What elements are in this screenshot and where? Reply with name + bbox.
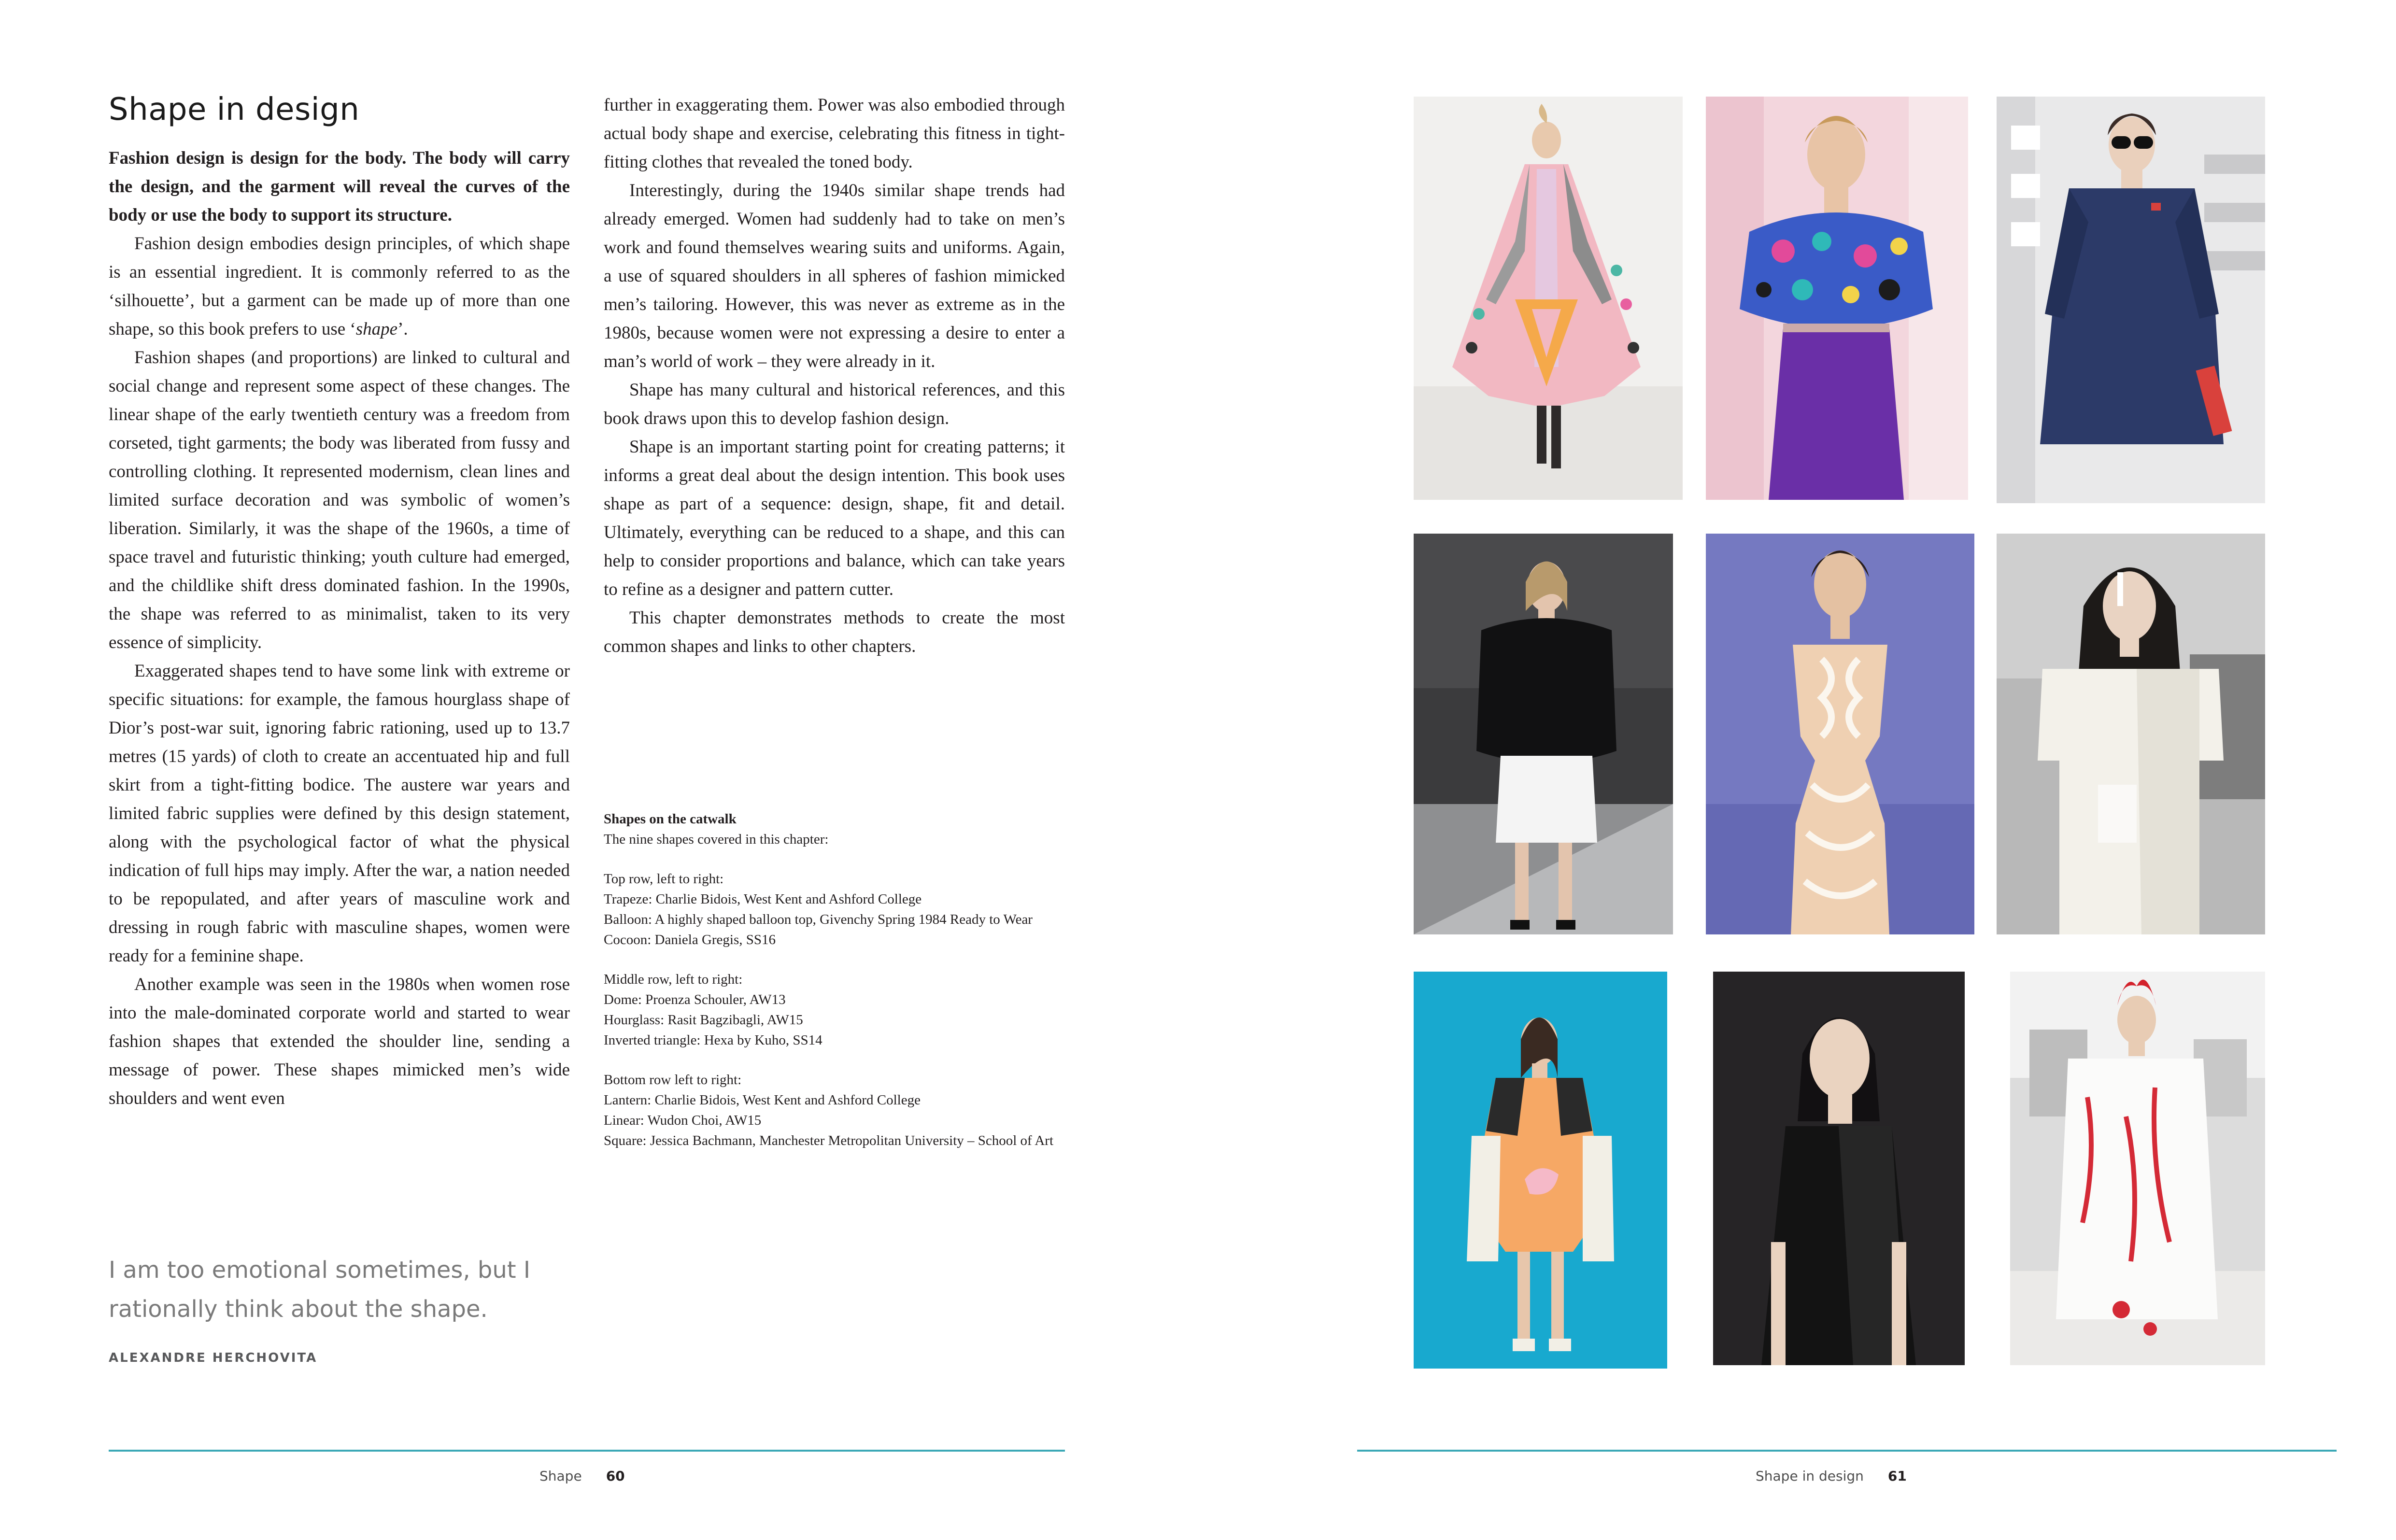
caption-item: Square: Jessica Bachmann, Manchester Metropolitan University – School of Art: [604, 1133, 1054, 1148]
footer-folio: [539, 1468, 625, 1484]
body-column-2: [604, 91, 1065, 661]
body-paragraph: Another example was seen in the 1980s when women rose into the male-dominated corporate world and started to wear fashion shapes that extended the shoulder line, sending a message of power. These shapes mimicked men’s wide shoulders and went even: [109, 975, 570, 1108]
photo-inverted-triangle: [1997, 534, 2265, 934]
pull-quote: I am too emotional sometimes, but I rationally think about the shape.: [109, 1257, 531, 1323]
photo-linear: [1713, 972, 1965, 1365]
caption-row-heading: Bottom row left to right:: [604, 1072, 742, 1088]
photo-hourglass: [1706, 534, 1974, 934]
lead-paragraph: Fashion design is design for the body. The body will carry the design, and the garment will reveal the curves of the body or use the body to support its structure.: [109, 148, 570, 225]
body-column-1: [109, 144, 570, 1113]
caption-item: Hourglass: Rasit Bagzibagli, AW15: [604, 1012, 803, 1028]
caption-item: Trapeze: Charlie Bidois, West Kent and Ashford College: [604, 891, 922, 907]
caption-item: Dome: Proenza Schouler, AW13: [604, 992, 786, 1007]
footer-folio: [1756, 1468, 1907, 1484]
body-paragraph: This chapter demonstrates methods to create the most common shapes and links to other chapters.: [604, 608, 1065, 656]
caption-item: Balloon: A highly shaped balloon top, Givenchy Spring 1984 Ready to Wear: [604, 912, 1033, 927]
body-paragraph: further in exaggerating them. Power was also embodied through actual body shape and exercise, celebrating this fitness in tight-fitting clothes that revealed the toned body.: [604, 95, 1065, 172]
body-paragraph: Exaggerated shapes tend to have some link with extreme or specific situations: for example, the famous hourglass shape of Dior’s post-war suit, ignoring fabric rationing, used up to 13.7 metres (15 yards) of cloth to create an accentuated hip and full skirt from a tight-fitting bodice. The austere war years and limited fabric supplies were defined by this design statement, along with the psychological factor of what the physical indication of full hips may imply. After the war, a nation needed to be repopulated, and after years of masculine work and dressing in rough fabric with masculine shapes, women were ready for a feminine shape.: [109, 661, 570, 966]
caption-item: Inverted triangle: Hexa by Kuho, SS14: [604, 1032, 822, 1048]
photo-balloon: [1706, 97, 1968, 500]
footer-section: Shape: [539, 1468, 582, 1484]
body-paragraph: Interestingly, during the 1940s similar shape trends had already emerged. Women had suddenly had to take on men’s work and found themselves wearing suits and uniforms. Again, a use of squared shoulders in all spheres of fashion mimicked men’s tailoring. However, this was never as extreme as in the 1980s, because women were not expressing a desire to enter a man’s world of work – they were already in it.: [604, 181, 1065, 371]
footer-rule: [109, 1450, 1065, 1452]
caption-item: Lantern: Charlie Bidois, West Kent and Ashford College: [604, 1092, 921, 1108]
caption-row-heading: Middle row, left to right:: [604, 972, 743, 987]
body-paragraph: Fashion shapes (and proportions) are linked to cultural and social change and represent some aspect of these changes. The linear shape of the early twentieth century was a freedom from corseted, tight garments; the body was liberated from fussy and controlling clothing. It represented modernism, clean lines and limited surface decoration and was symbolic of women’s liberation. Similarly, it was the shape of the 1960s, a time of space travel and futuristic thinking; youth culture had emerged, and the childlike shift dress dominated fashion. In the 1990s, the shape was referred to as minimalist, taken to its very essence of simplicity.: [109, 348, 570, 652]
photo-cocoon: [1997, 97, 2265, 503]
body-paragraph: Fashion design embodies design principles, of which shape is an essential ingredient. It is commonly referred to as the ‘silhouette’, but a garment can be made up of more than one shape, so this book prefers to use ‘shape’.: [109, 234, 570, 339]
right-page: [1198, 0, 2396, 1540]
body-paragraph: Shape is an important starting point for creating patterns; it informs a great deal about the design intention. This book uses shape as part of a sequence: design, shape, fit and detail. Ultimately, everything can be reduced to a shape, and this can help to consider proportions and balance, which can take years to refine as a designer and pattern cutter.: [604, 437, 1065, 599]
image-caption: [604, 809, 1087, 1151]
footer-rule: [1357, 1450, 2337, 1452]
caption-row-heading: Top row, left to right:: [604, 871, 724, 887]
caption-item: Cocoon: Daniela Gregis, SS16: [604, 932, 776, 947]
photo-square: [2010, 972, 2265, 1365]
quote-author: ALEXANDRE HERCHOVITA: [109, 1351, 318, 1365]
footer-section: Shape in design: [1756, 1468, 1864, 1484]
caption-subtitle: The nine shapes covered in this chapter:: [604, 832, 829, 847]
photo-dome: [1414, 534, 1673, 934]
page-heading: Shape in design: [109, 92, 360, 127]
caption-item: Linear: Wudon Choi, AW15: [604, 1113, 762, 1128]
photo-trapeze: [1414, 97, 1683, 500]
body-paragraph: Shape has many cultural and historical references, and this book draws upon this to develop fashion design.: [604, 380, 1065, 428]
page-number: 61: [1887, 1468, 1907, 1484]
page-number: 60: [606, 1468, 625, 1484]
caption-title: Shapes on the catwalk: [604, 811, 737, 827]
photo-lantern: [1414, 972, 1667, 1369]
